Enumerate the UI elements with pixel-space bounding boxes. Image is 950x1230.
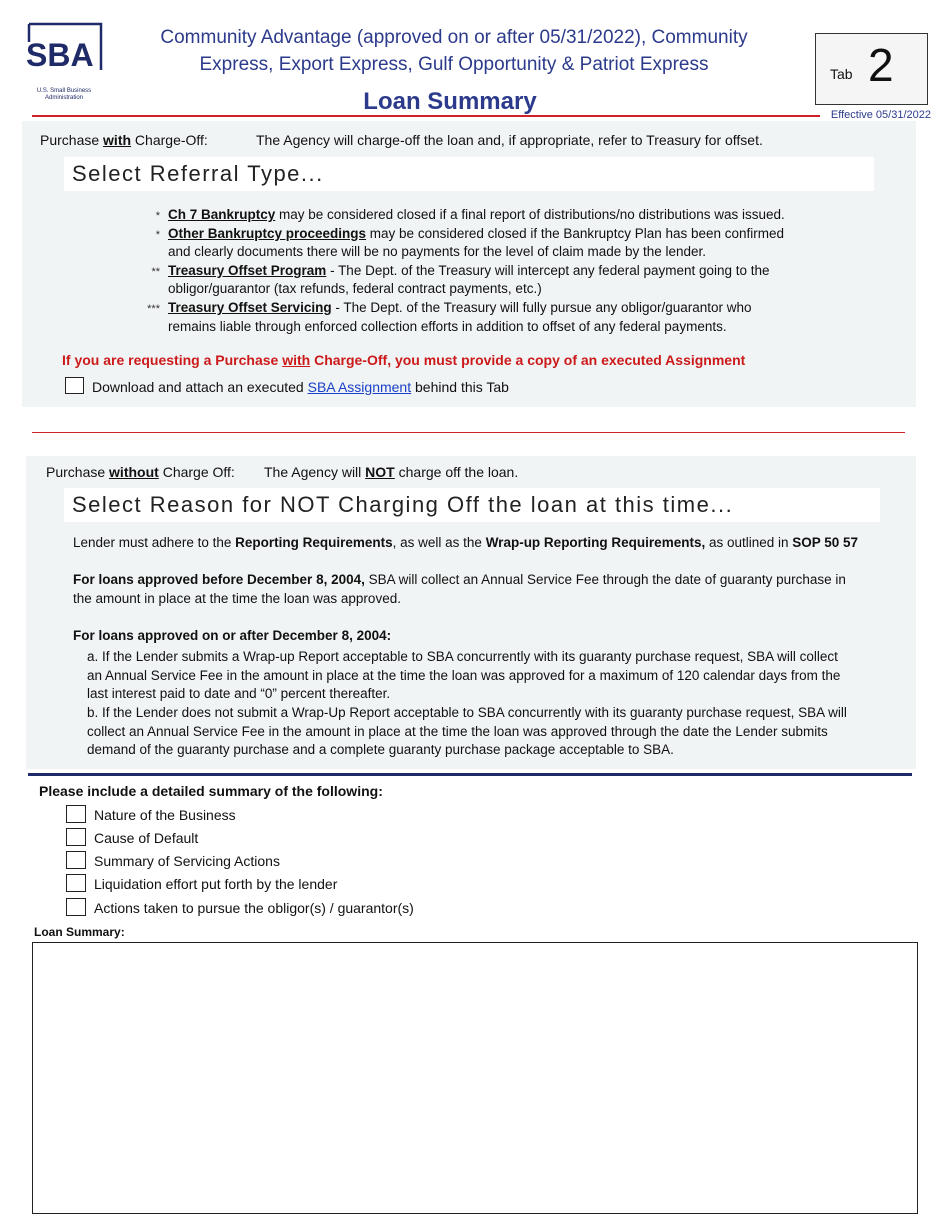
no-chargeoff-reason-select[interactable]: Select Reason for NOT Charging Off the loan at this time...	[64, 488, 880, 522]
without-chargeoff-description: The Agency will NOT charge off the loan.	[264, 464, 519, 480]
after-2004-item-a: a. If the Lender submits a Wrap-up Report acceptable to SBA concurrently with its guaranty purchase request, SBA will collect an Annual Service Fee in the amount in place at the time the loan was approved for a maximum of 120 calendar days from the last interest paid to date and “0” percent thereafter.	[87, 649, 841, 702]
referral-type-select[interactable]: Select Referral Type...	[64, 157, 874, 191]
tab-label: Tab	[830, 66, 853, 82]
checkbox-liquidation-effort[interactable]	[66, 874, 86, 892]
list-item: ** Treasury Offset Program - The Dept. of the Treasury will intercept any federal payment going to the obligor/guarantor (tax refunds, federal contract payments, etc.)	[151, 262, 770, 297]
page-title: Loan Summary	[363, 88, 537, 115]
checklist-label: Nature of the Business	[94, 807, 236, 823]
checklist-label: Summary of Servicing Actions	[94, 853, 280, 869]
header-divider	[32, 115, 820, 117]
list-item: *** Treasury Offset Servicing - The Dept. of the Treasury will fully pursue any obligor/guarantor who remains liable through enforced collection efforts in addition to offset of any federal payments.	[147, 299, 752, 334]
checklist-label: Actions taken to pursue the obligor(s) / guarantor(s)	[94, 900, 414, 916]
before-2004-text: For loans approved before December 8, 2004, SBA will collect an Annual Service Fee through the date of guaranty purchase in the amount in place at the time the loan was approved.	[73, 572, 846, 606]
form-title	[108, 24, 800, 78]
checklist-label: Cause of Default	[94, 830, 199, 846]
assignment-warning: If you are requesting a Purchase with Charge-Off, you must provide a copy of an executed Assignment	[62, 352, 746, 368]
checkbox-cause-of-default[interactable]	[66, 828, 86, 846]
with-chargeoff-label: Purchase with Charge-Off:	[40, 132, 208, 148]
list-item: * Ch 7 Bankruptcy may be considered closed if a final report of distributions/no distributions was issued.	[155, 207, 785, 222]
loan-summary-textarea[interactable]	[32, 942, 918, 1214]
checklist-label: Liquidation effort put forth by the lender	[94, 876, 338, 892]
after-2004-heading: For loans approved on or after December 8, 2004:	[73, 628, 392, 643]
sba-assignment-link[interactable]: SBA Assignment	[307, 379, 412, 395]
summary-heading: Please include a detailed summary of the following:	[39, 783, 383, 799]
form-title-line1: Community Advantage (approved on or after 05/31/2022), Community	[160, 27, 748, 48]
checkbox-servicing-actions[interactable]	[66, 851, 86, 869]
checkbox-pursue-obligors[interactable]	[66, 898, 86, 916]
referral-type-list	[130, 206, 850, 336]
list-item: * Other Bankruptcy proceedings may be considered closed if the Bankruptcy Plan has been confirmed and clearly documents there will be no payments for the level of claim made by the lender.	[155, 225, 785, 260]
loan-summary-label: Loan Summary:	[34, 925, 125, 939]
checkbox-nature-of-business[interactable]	[66, 805, 86, 823]
sba-logo	[26, 22, 104, 96]
assignment-checkbox[interactable]	[65, 377, 84, 394]
form-title-line2: Express, Export Express, Gulf Opportunity & Patriot Express	[199, 54, 709, 75]
assignment-attach-text: Download and attach an executed SBA Assignment behind this Tab	[92, 379, 509, 395]
without-chargeoff-label: Purchase without Charge Off:	[46, 464, 235, 480]
logo-text: SBA	[26, 37, 94, 73]
with-chargeoff-description: The Agency will charge-off the loan and, if appropriate, refer to Treasury for offset.	[256, 132, 763, 148]
logo-subtitle: U.S. Small Business Administration	[36, 88, 92, 101]
reporting-requirements-text: Lender must adhere to the Reporting Requirements, as well as the Wrap-up Reporting Requirements, as outlined in SOP 50 57	[73, 535, 859, 550]
after-2004-item-b: b. If the Lender does not submit a Wrap-Up Report acceptable to SBA concurrently with its guaranty purchase request, SBA will collect an Annual Service Fee in the amount in place at the time the loan was approved through the date the Lender submits demand of the guaranty purchase and a complete guaranty purchase package acceptable to SBA.	[87, 705, 847, 758]
section-divider	[32, 432, 905, 433]
effective-date: Effective 05/31/2022	[830, 109, 931, 121]
tab-number: 2	[868, 39, 894, 91]
summary-divider	[28, 773, 912, 776]
